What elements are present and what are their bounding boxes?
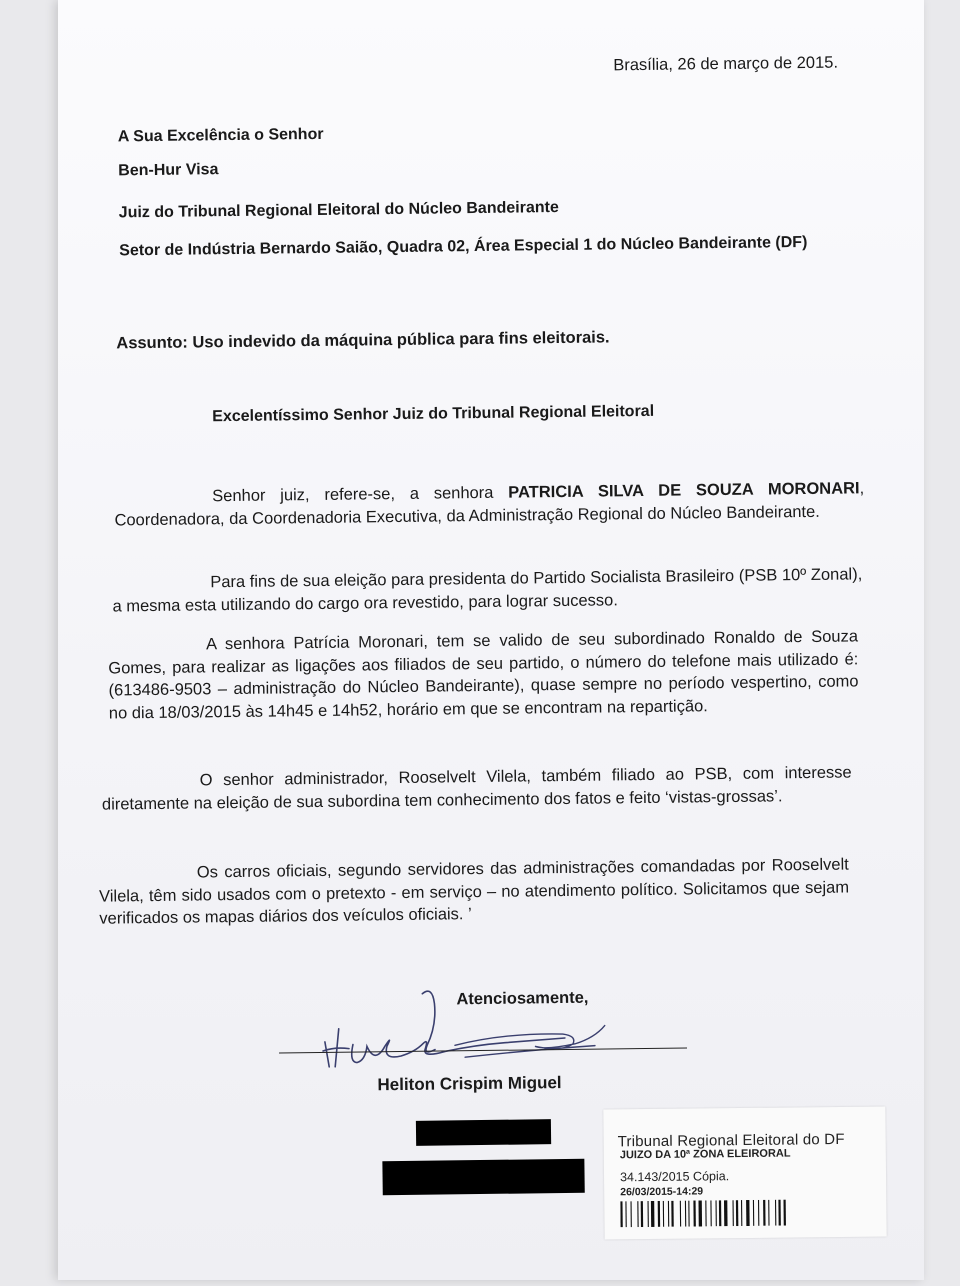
paragraph-4: O senhor administrador, Rooselvelt Vilela, também filiado ao PSB, com interesse diretamente na eleição de sua subordina tem conhecimento dos fatos e feito ‘vistas-grossas’. <box>101 763 852 814</box>
barcode-bar <box>741 1200 742 1226</box>
barcode-bar <box>630 1201 631 1227</box>
barcode-bar <box>651 1201 655 1227</box>
signer-name: Heliton Crispim Miguel <box>377 1073 562 1095</box>
stamp-process-number: 34.143/2015 Cópia. <box>619 1169 730 1185</box>
barcode-bar <box>778 1200 780 1226</box>
barcode-bar <box>625 1201 626 1227</box>
accused-name: PATRICIA SILVA DE SOUZA MORONARI <box>508 479 860 502</box>
barcode-bar <box>668 1201 669 1227</box>
paragraph-1-rest: , Coordenadora, da Coordenadoria Executiva, da Administração Regional do Núcleo Bandeirante. <box>114 479 865 529</box>
barcode-bar <box>658 1201 660 1227</box>
barcode-bar <box>775 1200 776 1226</box>
barcode-bar <box>637 1201 638 1227</box>
paragraph-1 <box>114 477 864 531</box>
barcode-bar <box>671 1201 673 1227</box>
barcode-bar <box>732 1200 733 1226</box>
subject-line: Assunto: Uso indevido da máquina pública para fins eleitorais. <box>116 328 610 353</box>
recipient-name: Ben-Hur Visa <box>118 161 219 180</box>
barcode-bar <box>693 1201 695 1227</box>
barcode-bar <box>763 1200 765 1226</box>
greeting: Excelentíssimo Senhor Juiz do Tribunal Regional Eleitoral <box>212 402 655 426</box>
barcode-bar <box>620 1201 622 1227</box>
closing: Atenciosamente, <box>456 988 589 1009</box>
recipient-address: Setor de Indústria Bernardo Saião, Quadra 02, Área Especial 1 do Núcleo Bandeirante (DF) <box>119 233 808 260</box>
paragraph-3: A senhora Patrícia Moronari, tem se valido de seu subordinado Ronaldo de Souza Gomes, para realizar as ligações aos filiados de seu partido, o número do telefone mais utilizado é: (613486-9503 – administração do Núcleo Bandeirante), quase sempre no período vespertino, como no dia 18/03/2015 às 14h45 e 14h52, horário em que se encontram na repartição. <box>108 627 859 723</box>
paragraph-5: Os carros oficiais, segundo servidores das administrações comandadas por Rooselvelt Vilela, têm sido usados com o pretexto - em serviço – no atendimento político. Solicitamos que sejam verificados os mapas diários dos veículos oficiais. ’ <box>98 855 850 928</box>
barcode-bar <box>715 1200 716 1226</box>
barcode-bar <box>768 1200 769 1226</box>
barcode-bar <box>753 1200 754 1226</box>
recipient-salutation: A Sua Excelência o Senhor <box>117 125 324 146</box>
barcode-bar <box>719 1200 721 1226</box>
date-line: Brasília, 26 de março de 2015. <box>613 53 839 75</box>
barcode-bar <box>758 1200 759 1226</box>
barcode-bar <box>685 1201 686 1227</box>
protocol-stamp <box>603 1107 886 1240</box>
barcode-bar <box>698 1200 702 1226</box>
redaction-bar <box>416 1119 551 1146</box>
barcode-bar <box>705 1200 706 1226</box>
stamp-court: Tribunal Regional Eleitoral do DF <box>617 1130 845 1151</box>
barcode-bar <box>783 1200 785 1226</box>
stamp-zone: JUIZO DA 10ª ZONA ELEIRORAL <box>619 1147 791 1162</box>
paragraph-1-lead: Senhor juiz, refere-se, a senhora <box>212 483 509 506</box>
barcode-bar <box>688 1201 689 1227</box>
barcode-bar <box>736 1200 738 1226</box>
handwritten-signature <box>304 983 625 1077</box>
barcode-bar <box>647 1201 648 1227</box>
recipient-title: Juiz do Tribunal Regional Eleitoral do Núcleo Bandeirante <box>118 199 559 222</box>
paragraph-2: Para fins de sua eleição para presidenta do Partido Socialista Brasileiro (PSB 10º Zonal), a mesma esta utilizando do cargo ora revestido, para lograr sucesso. <box>112 565 863 615</box>
barcode <box>620 1199 840 1227</box>
barcode-bar <box>746 1200 750 1226</box>
redaction-bar <box>382 1159 584 1195</box>
barcode-bar <box>680 1201 681 1227</box>
barcode-bar <box>641 1201 643 1227</box>
barcode-bar <box>724 1200 728 1226</box>
stamp-timestamp: 26/03/2015-14:29 <box>620 1185 704 1199</box>
barcode-bar <box>710 1200 711 1226</box>
barcode-bar <box>663 1201 664 1227</box>
